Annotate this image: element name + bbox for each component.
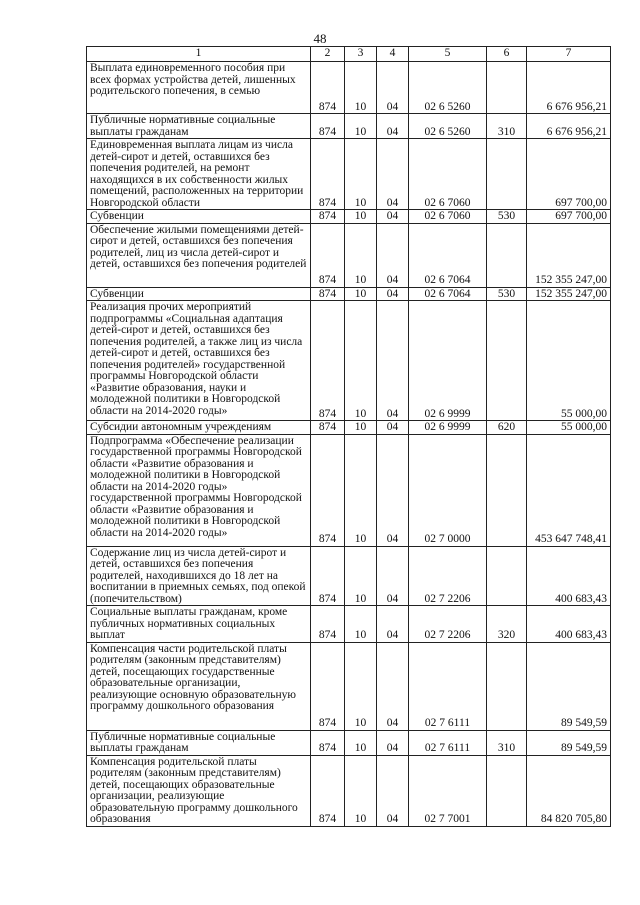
target-article-cell: 02 7 2206 xyxy=(409,546,487,606)
table-row xyxy=(87,210,611,224)
subsection-code-cell: 04 xyxy=(377,114,409,139)
row-description: Субвенции xyxy=(87,210,311,224)
table-row xyxy=(87,546,611,606)
amount-cell: 400 683,43 xyxy=(527,546,611,606)
admin-code-cell: 874 xyxy=(311,546,345,606)
target-article-cell: 02 7 0000 xyxy=(409,434,487,546)
row-description: Социальные выплаты гражданам, кроме публичных нормативных социальных выплат xyxy=(87,606,311,643)
table-row xyxy=(87,301,611,421)
budget-table xyxy=(86,46,611,827)
target-article-cell: 02 7 6111 xyxy=(409,642,487,730)
table-row xyxy=(87,114,611,139)
admin-code-cell: 874 xyxy=(311,606,345,643)
subsection-code-cell: 04 xyxy=(377,730,409,755)
target-article-cell: 02 6 7060 xyxy=(409,139,487,210)
amount-cell: 89 549,59 xyxy=(527,642,611,730)
row-description: Компенсация родительской платы родителям (законным представителям) детей, посещающих образовательные организации, реализующие образовательную программу дошкольного образования xyxy=(87,755,311,826)
row-description: Подпрограмма «Обеспечение реализации государственной программы Новгородской области «Развитие образования и молодежной политики в Новгородской области на 2014-2020 годы» государственной программы Новгородской области «Развитие образования и молодежной политики в Новгородской области на 2014-2020 годы» xyxy=(87,434,311,546)
expense-type-cell: 310 xyxy=(487,114,527,139)
expense-type-cell: 320 xyxy=(487,606,527,643)
section-code-cell: 10 xyxy=(345,730,377,755)
target-article-cell: 02 6 5260 xyxy=(409,114,487,139)
target-article-cell: 02 6 5260 xyxy=(409,62,487,114)
table-row xyxy=(87,139,611,210)
column-header: 4 xyxy=(377,47,409,62)
subsection-code-cell: 04 xyxy=(377,421,409,435)
expense-type-cell: 530 xyxy=(487,287,527,301)
subsection-code-cell: 04 xyxy=(377,642,409,730)
section-code-cell: 10 xyxy=(345,606,377,643)
section-code-cell: 10 xyxy=(345,62,377,114)
subsection-code-cell: 04 xyxy=(377,287,409,301)
section-code-cell: 10 xyxy=(345,642,377,730)
amount-cell: 697 700,00 xyxy=(527,210,611,224)
expense-type-cell: 310 xyxy=(487,730,527,755)
column-header: 3 xyxy=(345,47,377,62)
admin-code-cell: 874 xyxy=(311,434,345,546)
row-description: Компенсация части родительской платы родителям (законным представителям) детей, посещающих государственные образовательные организации, реализующие основную образовательную программу дошкольного образования xyxy=(87,642,311,730)
admin-code-cell: 874 xyxy=(311,287,345,301)
expense-type-cell xyxy=(487,139,527,210)
target-article-cell: 02 6 9999 xyxy=(409,301,487,421)
subsection-code-cell: 04 xyxy=(377,139,409,210)
table-row xyxy=(87,287,611,301)
subsection-code-cell: 04 xyxy=(377,62,409,114)
amount-cell: 6 676 956,21 xyxy=(527,62,611,114)
expense-type-cell xyxy=(487,62,527,114)
section-code-cell: 10 xyxy=(345,421,377,435)
row-description: Обеспечение жилыми помещениями детей-сирот и детей, оставшихся без попечения родителей, лиц из числа детей-сирот и детей, оставшихся без попечения родителей xyxy=(87,223,311,287)
target-article-cell: 02 7 2206 xyxy=(409,606,487,643)
expense-type-cell xyxy=(487,223,527,287)
section-code-cell: 10 xyxy=(345,210,377,224)
table-row xyxy=(87,62,611,114)
expense-type-cell: 530 xyxy=(487,210,527,224)
table-row xyxy=(87,606,611,643)
admin-code-cell: 874 xyxy=(311,730,345,755)
table-row xyxy=(87,223,611,287)
amount-cell: 697 700,00 xyxy=(527,139,611,210)
amount-cell: 453 647 748,41 xyxy=(527,434,611,546)
admin-code-cell: 874 xyxy=(311,114,345,139)
column-header: 1 xyxy=(87,47,311,62)
subsection-code-cell: 04 xyxy=(377,223,409,287)
amount-cell: 6 676 956,21 xyxy=(527,114,611,139)
table-row xyxy=(87,642,611,730)
admin-code-cell: 874 xyxy=(311,301,345,421)
target-article-cell: 02 6 7064 xyxy=(409,223,487,287)
section-code-cell: 10 xyxy=(345,755,377,826)
table-row xyxy=(87,421,611,435)
amount-cell: 400 683,43 xyxy=(527,606,611,643)
row-description: Субсидии автономным учреждениям xyxy=(87,421,311,435)
table-row xyxy=(87,730,611,755)
expense-type-cell xyxy=(487,301,527,421)
row-description: Субвенции xyxy=(87,287,311,301)
section-code-cell: 10 xyxy=(345,287,377,301)
section-code-cell: 10 xyxy=(345,546,377,606)
section-code-cell: 10 xyxy=(345,223,377,287)
admin-code-cell: 874 xyxy=(311,642,345,730)
expense-type-cell xyxy=(487,434,527,546)
expense-type-cell xyxy=(487,755,527,826)
amount-cell: 152 355 247,00 xyxy=(527,223,611,287)
target-article-cell: 02 6 7064 xyxy=(409,287,487,301)
admin-code-cell: 874 xyxy=(311,139,345,210)
column-header: 2 xyxy=(311,47,345,62)
admin-code-cell: 874 xyxy=(311,223,345,287)
row-description: Содержание лиц из числа детей-сирот и детей, оставшихся без попечения родителей, находившихся до 18 лет на воспитании в приемных семьях, под опекой (попечительством) xyxy=(87,546,311,606)
amount-cell: 152 355 247,00 xyxy=(527,287,611,301)
row-description: Реализация прочих мероприятий подпрограммы «Социальная адаптация детей-сирот и детей, оставшихся без попечения родителей, а также лиц из числа детей-сирот и детей, оставшихся без попечения родителей» государственной программы Новгородской области «Развитие образования, науки и молодежной политики в Новгородской области на 2014-2020 годы» xyxy=(87,301,311,421)
column-header: 6 xyxy=(487,47,527,62)
column-header: 7 xyxy=(527,47,611,62)
admin-code-cell: 874 xyxy=(311,210,345,224)
table-row xyxy=(87,434,611,546)
subsection-code-cell: 04 xyxy=(377,301,409,421)
subsection-code-cell: 04 xyxy=(377,546,409,606)
admin-code-cell: 874 xyxy=(311,755,345,826)
expense-type-cell: 620 xyxy=(487,421,527,435)
row-description: Публичные нормативные социальные выплаты гражданам xyxy=(87,730,311,755)
row-description: Выплата единовременного пособия при всех формах устройства детей, лишенных родительского попечения, в семью xyxy=(87,62,311,114)
subsection-code-cell: 04 xyxy=(377,210,409,224)
amount-cell: 55 000,00 xyxy=(527,301,611,421)
expense-type-cell xyxy=(487,642,527,730)
expense-type-cell xyxy=(487,546,527,606)
subsection-code-cell: 04 xyxy=(377,606,409,643)
page-number: 48 xyxy=(313,31,327,46)
section-code-cell: 10 xyxy=(345,114,377,139)
amount-cell: 55 000,00 xyxy=(527,421,611,435)
target-article-cell: 02 7 6111 xyxy=(409,730,487,755)
column-header: 5 xyxy=(409,47,487,62)
subsection-code-cell: 04 xyxy=(377,434,409,546)
target-article-cell: 02 7 7001 xyxy=(409,755,487,826)
target-article-cell: 02 6 7060 xyxy=(409,210,487,224)
section-code-cell: 10 xyxy=(345,434,377,546)
admin-code-cell: 874 xyxy=(311,421,345,435)
table-row xyxy=(87,755,611,826)
section-code-cell: 10 xyxy=(345,301,377,421)
amount-cell: 84 820 705,80 xyxy=(527,755,611,826)
table-header-row xyxy=(87,47,611,62)
section-code-cell: 10 xyxy=(345,139,377,210)
row-description: Единовременная выплата лицам из числа детей-сирот и детей, оставшихся без попечения родителей, на ремонт находящихся в их собственности жилых помещений, расположенных на территории Новгородской области xyxy=(87,139,311,210)
subsection-code-cell: 04 xyxy=(377,755,409,826)
row-description: Публичные нормативные социальные выплаты гражданам xyxy=(87,114,311,139)
admin-code-cell: 874 xyxy=(311,62,345,114)
target-article-cell: 02 6 9999 xyxy=(409,421,487,435)
amount-cell: 89 549,59 xyxy=(527,730,611,755)
